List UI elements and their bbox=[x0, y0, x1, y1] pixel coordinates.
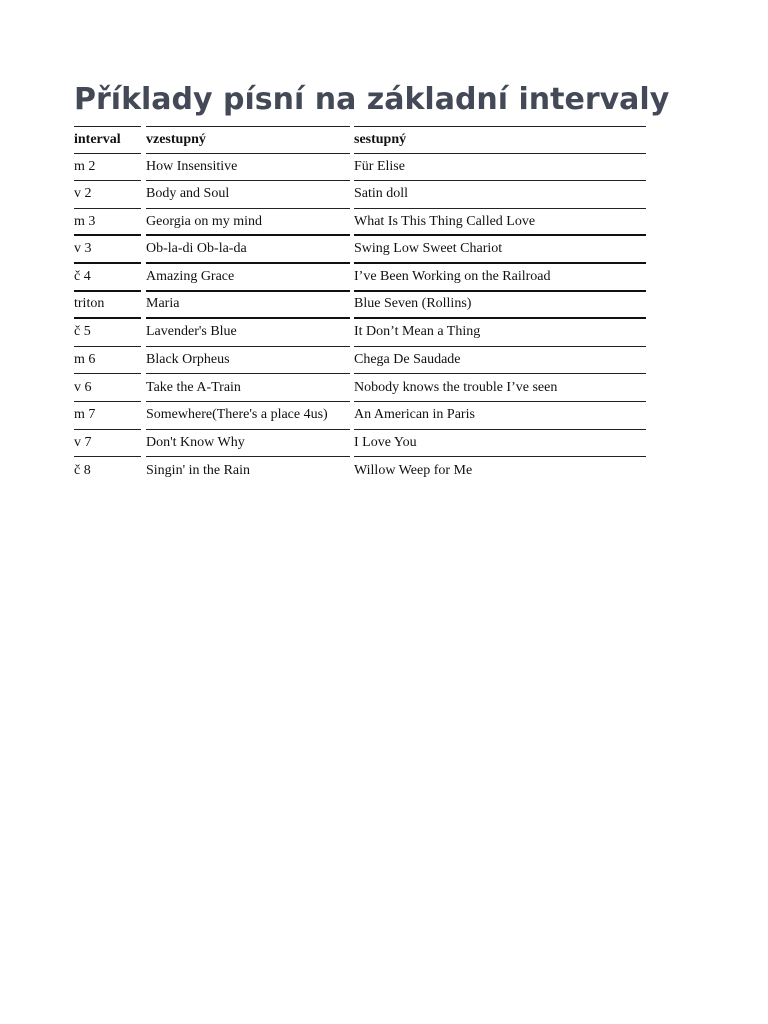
interval-cell: m 3 bbox=[74, 209, 141, 237]
table-header-row bbox=[74, 126, 646, 154]
descending-song-cell: Satin doll bbox=[354, 181, 646, 209]
table-row bbox=[74, 292, 646, 320]
descending-song-cell: Chega De Saudade bbox=[354, 347, 646, 375]
ascending-song-cell: Singin' in the Rain bbox=[146, 462, 251, 478]
interval-cell: č 4 bbox=[74, 264, 141, 292]
interval-cell: č 8 bbox=[74, 462, 91, 478]
descending-song-cell: I’ve Been Working on the Railroad bbox=[354, 264, 646, 292]
table-row bbox=[74, 457, 646, 485]
document-title: Příklady písní na základní intervaly bbox=[74, 82, 670, 117]
interval-cell: v 6 bbox=[74, 374, 141, 402]
interval-cell: m 6 bbox=[74, 347, 141, 375]
interval-cell: m 2 bbox=[74, 154, 141, 182]
descending-song-cell: Für Elise bbox=[354, 154, 646, 182]
ascending-song-cell: How Insensitive bbox=[146, 154, 350, 182]
descending-song-cell: Willow Weep for Me bbox=[354, 462, 473, 478]
descending-song-cell: Swing Low Sweet Chariot bbox=[354, 236, 646, 264]
header-descending: sestupný bbox=[354, 126, 646, 154]
ascending-song-cell: Ob-la-di Ob-la-da bbox=[146, 236, 350, 264]
descending-song-cell: An American in Paris bbox=[354, 402, 646, 430]
interval-cell: v 3 bbox=[74, 236, 141, 264]
ascending-song-cell: Take the A-Train bbox=[146, 374, 350, 402]
ascending-song-cell: Lavender's Blue bbox=[146, 319, 350, 347]
table-row bbox=[74, 402, 646, 430]
table-row bbox=[74, 209, 646, 237]
descending-song-cell: I Love You bbox=[354, 430, 646, 458]
interval-cell: v 2 bbox=[74, 181, 141, 209]
table-row bbox=[74, 264, 646, 292]
intervals-table bbox=[74, 126, 646, 485]
table-row bbox=[74, 374, 646, 402]
descending-song-cell: Nobody knows the trouble I’ve seen bbox=[354, 374, 646, 402]
interval-cell: triton bbox=[74, 292, 141, 320]
ascending-song-cell: Amazing Grace bbox=[146, 264, 350, 292]
interval-cell: č 5 bbox=[74, 319, 141, 347]
table-row bbox=[74, 319, 646, 347]
ascending-song-cell: Body and Soul bbox=[146, 181, 350, 209]
table-row bbox=[74, 347, 646, 375]
ascending-song-cell: Somewhere(There's a place 4us) bbox=[146, 402, 350, 430]
ascending-song-cell: Georgia on my mind bbox=[146, 209, 350, 237]
ascending-song-cell: Black Orpheus bbox=[146, 347, 350, 375]
table-row bbox=[74, 430, 646, 458]
table-row bbox=[74, 181, 646, 209]
interval-cell: m 7 bbox=[74, 402, 141, 430]
table-row bbox=[74, 154, 646, 182]
ascending-song-cell: Maria bbox=[146, 292, 350, 320]
header-interval: interval bbox=[74, 126, 141, 154]
table-row bbox=[74, 236, 646, 264]
header-ascending: vzestupný bbox=[146, 126, 350, 154]
ascending-song-cell: Don't Know Why bbox=[146, 430, 350, 458]
descending-song-cell: Blue Seven (Rollins) bbox=[354, 292, 646, 320]
interval-cell: v 7 bbox=[74, 430, 141, 458]
descending-song-cell: It Don’t Mean a Thing bbox=[354, 319, 646, 347]
descending-song-cell: What Is This Thing Called Love bbox=[354, 209, 646, 237]
